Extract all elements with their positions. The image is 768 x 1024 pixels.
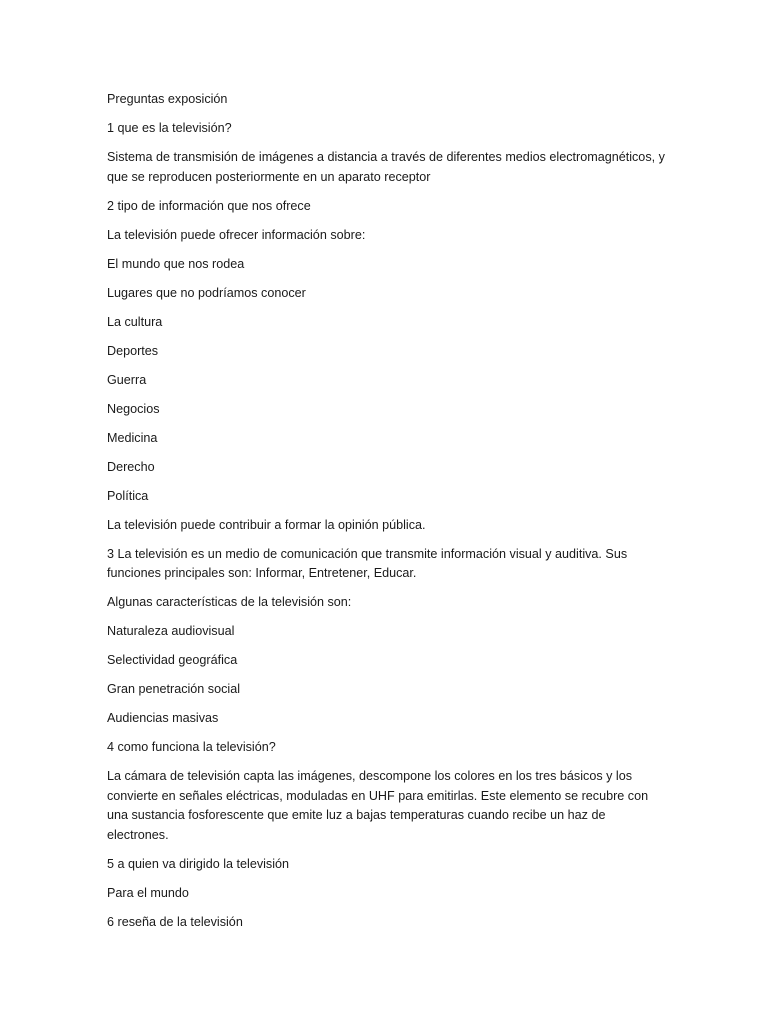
- list-item: La cultura: [107, 314, 163, 329]
- answer-5: Para el mundo: [107, 885, 189, 900]
- list-item: Derecho: [107, 459, 155, 474]
- list-item: Gran penetración social: [107, 682, 241, 696]
- list-item: Selectividad geográfica: [107, 653, 238, 667]
- list-item: El mundo que nos rodea: [107, 256, 245, 271]
- question-2: 2 tipo de información que nos ofrece: [107, 198, 311, 213]
- question-5: 5 a quien va dirigido la televisión: [107, 856, 290, 871]
- list-item: Lugares que no podríamos conocer: [107, 285, 306, 300]
- list-item: Naturaleza audiovisual: [107, 624, 235, 638]
- list-item: Guerra: [107, 372, 147, 387]
- list-item: Política: [107, 488, 149, 503]
- list-item: Deportes: [107, 343, 159, 358]
- question-6: 6 reseña de la televisión: [107, 914, 243, 929]
- characteristics-intro: Algunas características de la televisión son:: [107, 595, 352, 609]
- document-body: [107, 90, 667, 942]
- answer-4: La cámara de televisión capta las imágenes, descompone los colores en los tres básicos y los convierte en señales eléctricas, moduladas en UHF para emitirlas. Este elemento se recubre con una sustancia fosforescente que emite luz a bajas temperaturas cuando recibe un haz de electrones.: [107, 769, 649, 842]
- question-3: 3 La televisión es un medio de comunicación que transmite información visual y auditiva. Sus funciones principales son: Informar, Entretener, Educar.: [107, 546, 628, 580]
- answer-1: Sistema de transmisión de imágenes a distancia a través de diferentes medios electromagnéticos, y que se reproducen posteriormente en un aparato receptor: [107, 150, 665, 184]
- answer-2-conclusion: La televisión puede contribuir a formar la opinión pública.: [107, 517, 426, 532]
- list-item: Audiencias masivas: [107, 711, 219, 725]
- list-item: Negocios: [107, 401, 160, 416]
- list-item: Medicina: [107, 430, 158, 445]
- question-4: 4 como funciona la televisión?: [107, 740, 276, 754]
- document-title: Preguntas exposición: [107, 92, 228, 106]
- question-1: 1 que es la televisión?: [107, 121, 232, 135]
- answer-2-intro: La televisión puede ofrecer información sobre:: [107, 227, 366, 242]
